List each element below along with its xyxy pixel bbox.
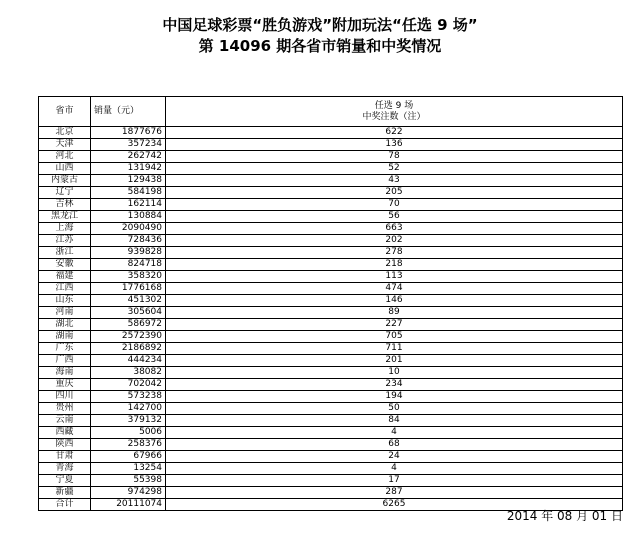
cell-sales: 162114: [91, 199, 166, 211]
cell-sales: 258376: [91, 439, 166, 451]
cell-province: 山东: [39, 295, 91, 307]
table-row: [39, 415, 623, 427]
cell-sales: 702042: [91, 379, 166, 391]
cell-province: 天津: [39, 139, 91, 151]
cell-winners: 56: [166, 211, 623, 223]
cell-province: 江西: [39, 283, 91, 295]
cell-winners: 4: [166, 427, 623, 439]
cell-winners: 201: [166, 355, 623, 367]
cell-sales: 379132: [91, 415, 166, 427]
cell-winners: 705: [166, 331, 623, 343]
cell-province: 广东: [39, 343, 91, 355]
cell-winners: 68: [166, 439, 623, 451]
table-row: [39, 319, 623, 331]
cell-sales: 1776168: [91, 283, 166, 295]
table-row: [39, 127, 623, 139]
cell-sales: 262742: [91, 151, 166, 163]
page-subtitle: 第 14096 期各省市销量和中奖情况: [198, 37, 442, 55]
cell-province: 河南: [39, 307, 91, 319]
cell-sales: 142700: [91, 403, 166, 415]
table-row: [39, 451, 623, 463]
table-row: [39, 199, 623, 211]
cell-winners: 24: [166, 451, 623, 463]
table-row: [39, 391, 623, 403]
cell-sales: 38082: [91, 367, 166, 379]
cell-winners: 50: [166, 403, 623, 415]
cell-winners: 10: [166, 367, 623, 379]
cell-winners: 622: [166, 127, 623, 139]
cell-province: 海南: [39, 367, 91, 379]
cell-winners: 78: [166, 151, 623, 163]
cell-province: 新疆: [39, 487, 91, 499]
cell-sales: 974298: [91, 487, 166, 499]
cell-winners: 136: [166, 139, 623, 151]
cell-winners: 194: [166, 391, 623, 403]
cell-sales: 2186892: [91, 343, 166, 355]
cell-province: 青海: [39, 463, 91, 475]
cell-province: 浙江: [39, 247, 91, 259]
cell-province: 四川: [39, 391, 91, 403]
cell-province: 福建: [39, 271, 91, 283]
cell-winners: 711: [166, 343, 623, 355]
table-row: [39, 475, 623, 487]
cell-sales: 305604: [91, 307, 166, 319]
table-row: [39, 487, 623, 499]
cell-province: 合计: [39, 499, 91, 511]
table-row: [39, 187, 623, 199]
table-row: [39, 355, 623, 367]
cell-province: 重庆: [39, 379, 91, 391]
publish-date: 2014 年 08 月 01 日: [506, 509, 623, 523]
cell-province: 云南: [39, 415, 91, 427]
cell-sales: 2572390: [91, 331, 166, 343]
column-header-winners-line1: 任选 9 场: [374, 100, 414, 111]
cell-sales: 728436: [91, 235, 166, 247]
table-row: [39, 247, 623, 259]
table-row: [39, 379, 623, 391]
cell-sales: 2090490: [91, 223, 166, 235]
table-row: [39, 163, 623, 175]
cell-sales: 130884: [91, 211, 166, 223]
cell-winners: 89: [166, 307, 623, 319]
table-row: [39, 295, 623, 307]
table-row: [39, 463, 623, 475]
cell-province: 江苏: [39, 235, 91, 247]
cell-sales: 67966: [91, 451, 166, 463]
cell-sales: 358320: [91, 271, 166, 283]
sales-table: [38, 96, 623, 511]
table-row: [39, 139, 623, 151]
cell-province: 广西: [39, 355, 91, 367]
table-row: [39, 307, 623, 319]
cell-province: 西藏: [39, 427, 91, 439]
cell-sales: 5006: [91, 427, 166, 439]
table-row: [39, 223, 623, 235]
cell-province: 河北: [39, 151, 91, 163]
cell-sales: 1877676: [91, 127, 166, 139]
cell-sales: 444234: [91, 355, 166, 367]
cell-province: 湖北: [39, 319, 91, 331]
column-header-province: 省市: [39, 97, 91, 127]
cell-winners: 113: [166, 271, 623, 283]
cell-province: 北京: [39, 127, 91, 139]
table-row: [39, 151, 623, 163]
table-row: [39, 271, 623, 283]
cell-winners: 234: [166, 379, 623, 391]
cell-province: 辽宁: [39, 187, 91, 199]
cell-sales: 584198: [91, 187, 166, 199]
cell-province: 黑龙江: [39, 211, 91, 223]
cell-sales: 129438: [91, 175, 166, 187]
table-row: [39, 235, 623, 247]
cell-province: 宁夏: [39, 475, 91, 487]
column-header-winners-line2: 中奖注数（注）: [362, 111, 426, 122]
cell-province: 山西: [39, 163, 91, 175]
cell-province: 内蒙古: [39, 175, 91, 187]
table-row: [39, 283, 623, 295]
cell-sales: 55398: [91, 475, 166, 487]
cell-province: 陕西: [39, 439, 91, 451]
cell-winners: 202: [166, 235, 623, 247]
cell-winners: 278: [166, 247, 623, 259]
table-row: [39, 403, 623, 415]
cell-sales: 20111074: [91, 499, 166, 511]
cell-winners: 227: [166, 319, 623, 331]
cell-winners: 205: [166, 187, 623, 199]
table-row: [39, 343, 623, 355]
cell-winners: 52: [166, 163, 623, 175]
cell-winners: 43: [166, 175, 623, 187]
cell-winners: 146: [166, 295, 623, 307]
table-row: [39, 427, 623, 439]
cell-winners: 474: [166, 283, 623, 295]
table-row: [39, 439, 623, 451]
cell-winners: 663: [166, 223, 623, 235]
cell-province: 湖南: [39, 331, 91, 343]
cell-winners: 218: [166, 259, 623, 271]
cell-winners: 17: [166, 475, 623, 487]
page-title: 中国足球彩票“胜负游戏”附加玩法“任选 9 场”: [162, 16, 478, 34]
cell-winners: 84: [166, 415, 623, 427]
cell-sales: 573238: [91, 391, 166, 403]
cell-winners: 4: [166, 463, 623, 475]
cell-province: 安徽: [39, 259, 91, 271]
cell-sales: 131942: [91, 163, 166, 175]
cell-sales: 357234: [91, 139, 166, 151]
table-row: [39, 331, 623, 343]
cell-province: 吉林: [39, 199, 91, 211]
table-row: [39, 175, 623, 187]
cell-sales: 824718: [91, 259, 166, 271]
table-row: [39, 259, 623, 271]
cell-sales: 586972: [91, 319, 166, 331]
cell-province: 贵州: [39, 403, 91, 415]
cell-province: 甘肃: [39, 451, 91, 463]
column-header-sales: 销量（元）: [91, 97, 166, 127]
cell-sales: 13254: [91, 463, 166, 475]
table-header-row: [39, 97, 623, 127]
column-header-winners: [166, 97, 623, 127]
cell-winners: 70: [166, 199, 623, 211]
table-row: [39, 367, 623, 379]
cell-winners: 6265: [166, 499, 623, 511]
cell-sales: 451302: [91, 295, 166, 307]
table-body: [39, 127, 623, 511]
cell-winners: 287: [166, 487, 623, 499]
cell-sales: 939828: [91, 247, 166, 259]
table-row: [39, 211, 623, 223]
cell-province: 上海: [39, 223, 91, 235]
